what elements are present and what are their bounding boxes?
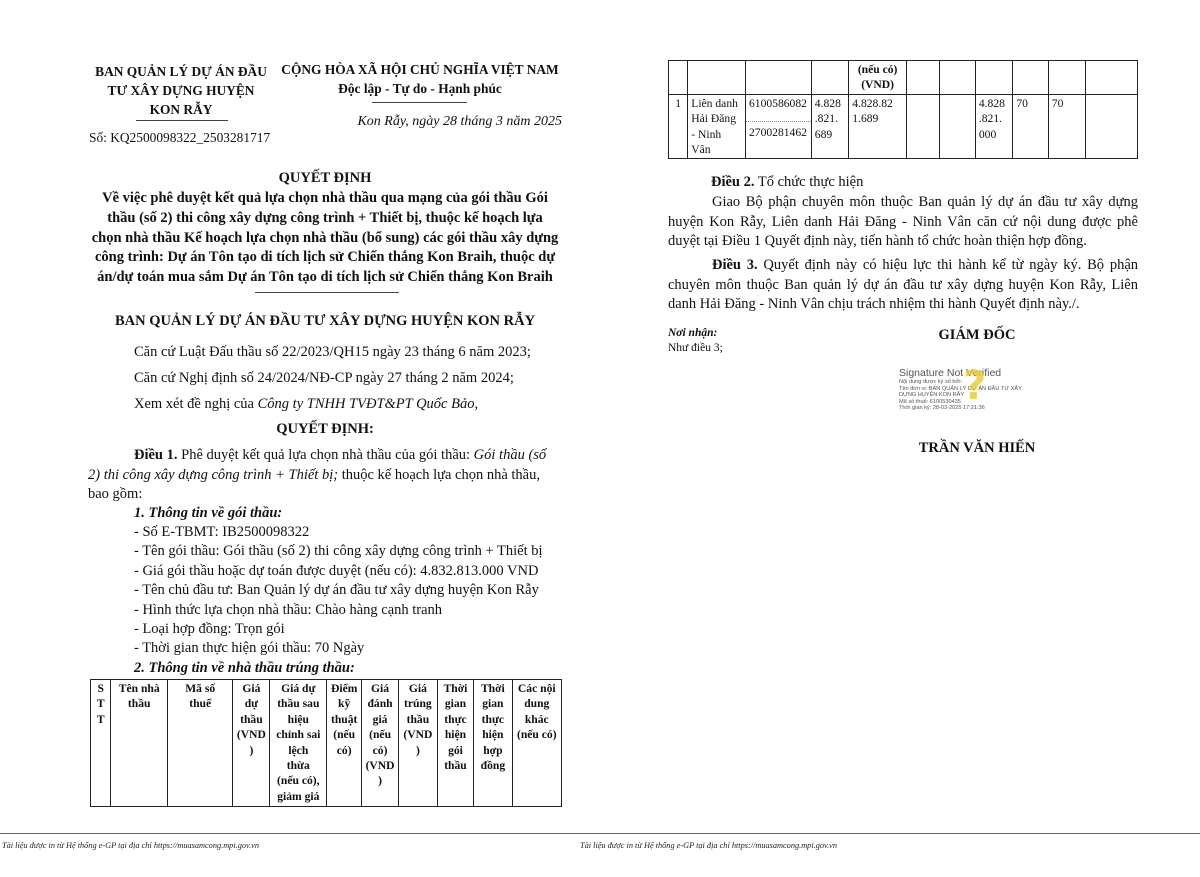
- national-title: CỘNG HÒA XÃ HỘI CHỦ NGHĨA VIỆT NAM: [281, 62, 559, 77]
- table-cell: [688, 61, 746, 95]
- recipients-item: Như điều 3;: [668, 342, 723, 354]
- decide-heading: QUYẾT ĐỊNH:: [276, 421, 374, 437]
- adjusted-price: 4.828.82 1.689: [849, 94, 907, 159]
- footer-rule: [0, 833, 1200, 834]
- header-cell: Thời gian thực hiện hợp đồng: [474, 680, 512, 807]
- issuing-org-line: TƯ XÂY DỰNG HUYỆN: [107, 83, 255, 98]
- subject-line: thầu (số 2) thi công xây dựng công trình + Thiết bị, thuộc kế hoạch lựa: [107, 209, 543, 226]
- article-2-label: Điều 2.: [711, 174, 755, 190]
- motto-underline: [372, 102, 467, 103]
- table-cell: [669, 61, 688, 95]
- consideration: [134, 395, 478, 415]
- tax-id-cell: [745, 94, 811, 159]
- row-stt: 1: [669, 94, 688, 159]
- tax-id: 6100586082: [746, 95, 811, 122]
- signature-status: Signature Not Verified: [899, 367, 1002, 379]
- contract-duration: 70: [1048, 94, 1085, 159]
- issue-date: Kon Rẫy, ngày 28 tháng 3 năm 2025: [357, 114, 562, 129]
- bid-price: 4.828 .821. 689: [811, 94, 848, 159]
- header-cell: (nếu có) (VND): [849, 61, 907, 95]
- article-3-body: [668, 256, 1138, 315]
- package-info-item: - Hình thức lựa chọn nhà thầu: Chào hàng cạnh tranh: [134, 601, 443, 618]
- technical-score: [906, 94, 939, 159]
- national-motto: Độc lập - Tự do - Hạnh phúc: [338, 81, 502, 96]
- table-header-row: [91, 680, 562, 807]
- consideration-prefix: Xem xét đề nghị của: [134, 396, 258, 412]
- package-info-item: - Tên chủ đầu tư: Ban Quản lý dự án đầu tư xây dựng huyện Kon Rẫy: [134, 582, 539, 599]
- package-info-item: - Tên gói thầu: Gói thầu (số 2) thi công xây dựng công trình + Thiết bị: [134, 543, 543, 560]
- signature-detail: DỰNG HUYỆN KON RẪY: [899, 392, 965, 399]
- contractor-table-continued: [668, 60, 1138, 159]
- table-cell: [1013, 61, 1048, 95]
- tax-id: 2700281462: [748, 125, 807, 139]
- question-mark-icon: ?: [963, 363, 987, 409]
- section-1-heading: 1. Thông tin về gói thầu:: [134, 505, 283, 521]
- header-cell: Giá trúng thầu (VND ): [399, 680, 438, 807]
- recipients-label: Nơi nhận:: [668, 327, 718, 339]
- article-1-label: Điều 1.: [134, 447, 178, 463]
- package-duration: 70: [1013, 94, 1048, 159]
- package-info-list: [134, 523, 543, 659]
- subject-line: công trình: Dự án Tôn tạo di tích lịch sử Chiến thắng Kon Braih, thuộc dự: [94, 249, 556, 266]
- issuing-org-line: BAN QUẢN LÝ DỰ ÁN ĐẦU: [95, 64, 267, 79]
- header-cell: Giá đánh giá (nếu có) (VND ): [362, 680, 399, 807]
- winning-price: 4.828 .821. 000: [975, 94, 1012, 159]
- article-3-line: Quyết định này có hiệu lực thi hành kể từ ngày ký. Bộ phận: [757, 257, 1139, 273]
- article-1: [88, 446, 562, 505]
- article-3-line: danh Hải Đăng - Ninh Vân chịu trách nhiệm thi hành Quyết định này./.: [668, 296, 1080, 313]
- table-cell: [906, 61, 939, 95]
- table-cell: [975, 61, 1012, 95]
- section-2-heading: 2. Thông tin về nhà thầu trúng thầu:: [134, 660, 355, 676]
- subject-line: Về việc phê duyệt kết quả lựa chọn nhà thầu qua mạng của gói thầu Gói: [102, 190, 548, 206]
- package-info-item: - Giá gói thầu hoặc dự toán được duyệt (nếu có): 4.832.813.000 VND: [134, 562, 539, 579]
- org-underline: [136, 120, 228, 121]
- subject-line: chọn nhà thầu Kế hoạch lựa chọn nhà thầu (bổ sung) các gói thầu xây dựng: [91, 229, 559, 246]
- article-2-title: Tổ chức thực hiện: [754, 174, 864, 190]
- signature-unverified-icon: [963, 364, 986, 408]
- package-info-item: - Thời gian thực hiện gói thầu: 70 Ngày: [134, 640, 365, 657]
- article-2-heading: [711, 173, 863, 193]
- document-number: Số: KQ2500098322_2503281717: [89, 130, 271, 145]
- decision-title: QUYẾT ĐỊNH: [278, 170, 372, 186]
- article-2-line: Giao Bộ phận chuyên môn thuộc Ban quản lý dự án đầu tư xây dựng: [712, 194, 1138, 210]
- subject-line: án/dự toán mua sắm Dự án Tôn tạo di tích lịch sử Chiến thắng Kon Braih: [97, 269, 553, 286]
- table-cell: [1086, 61, 1138, 95]
- article-2-line: huyện Kon Rẫy, Liên danh Hải Đăng - Ninh Vân căn cứ nội dung được phê: [668, 213, 1138, 230]
- table-cell: [940, 61, 975, 95]
- signer-position: GIÁM ĐỐC: [938, 327, 1016, 343]
- header-cell: S T T: [91, 680, 111, 807]
- footer-note-left: Tài liệu được in từ Hệ thống e-GP tại địa chỉ https://muasamcong.mpi.gov.vn: [2, 841, 259, 850]
- table-header-continuation: [669, 61, 1138, 95]
- header-cell: Điểm kỹ thuật (nếu có): [327, 680, 362, 807]
- header-cell: Giá dự thầu sau hiệu chỉnh sai lệch thừa (nếu có), giảm giá: [270, 680, 327, 807]
- signature-detail: Tên đơn vị: BAN QUẢN LÝ DỰ ÁN ĐẦU TƯ XÂY: [899, 385, 1022, 392]
- table-cell: [811, 61, 848, 95]
- issuer-heading: BAN QUẢN LÝ DỰ ÁN ĐẦU TƯ XÂY DỰNG HUYỆN KON RẪY: [114, 313, 536, 329]
- table-row: [669, 94, 1138, 159]
- article-3-line: chuyên môn thuộc Ban quản lý dự án đầu tư xây dựng huyện Kon Rẫy, Liên: [668, 276, 1138, 293]
- header-cell: Tên nhà thầu: [111, 680, 167, 807]
- footer-note-right: Tài liệu được in từ Hệ thống e-GP tại địa chỉ https://muasamcong.mpi.gov.vn: [580, 841, 837, 850]
- article-3-label: Điều 3.: [712, 257, 758, 273]
- basis-decree: Căn cứ Nghị định số 24/2024/NĐ-CP ngày 27 tháng 2 năm 2024;: [134, 370, 514, 386]
- article-1-text: Phê duyệt kết quả lựa chọn nhà thầu của gói thầu:: [177, 447, 474, 463]
- signer-name: TRẦN VĂN HIẾN: [918, 440, 1036, 456]
- contractor-table: [90, 679, 562, 807]
- package-info-item: - Loại hợp đồng: Trọn gói: [134, 621, 285, 638]
- article-1-text: bao gồm:: [88, 486, 143, 503]
- article-2-body: [668, 193, 1138, 252]
- table-cell: [745, 61, 811, 95]
- article-2-line: duyệt tại Điều 1 Quyết định này, tiến hành tổ chức hoàn thiện hợp đồng.: [668, 233, 1087, 250]
- signature-detail: Nội dung được ký số bởi:: [899, 379, 963, 385]
- other-content: [1086, 94, 1138, 159]
- consultant-company: Công ty TNHH TVĐT&PT Quốc Bảo,: [257, 396, 479, 412]
- evaluated-price: [940, 94, 975, 159]
- contractor-name: Liên danh Hải Đăng - Ninh Vân: [688, 94, 746, 159]
- subject-underline: [255, 292, 399, 293]
- package-info-item: - Số E-TBMT: IB2500098322: [134, 524, 310, 540]
- signature-detail: Thời gian ký: 28-03-2025 17:21:36: [899, 405, 985, 412]
- issuing-org-line: KON RẪY: [149, 102, 213, 117]
- table-cell: [1048, 61, 1085, 95]
- header-cell: Thời gian thực hiện gói thầu: [437, 680, 473, 807]
- signature-detail: Mã số thuế: 6100530435: [899, 398, 961, 405]
- header-cell: Giá dự thầu (VND ): [233, 680, 270, 807]
- header-cell: Mã số thuế: [167, 680, 233, 807]
- package-name-part: 2) thi công xây dựng công trình + Thiết bị;: [88, 466, 339, 483]
- header-cell: Các nội dung khác (nếu có): [512, 680, 561, 807]
- basis-law: Căn cứ Luật Đấu thầu số 22/2023/QH15 ngày 23 tháng 6 năm 2023;: [134, 344, 531, 360]
- package-name-part: Gói thầu (số: [473, 447, 547, 463]
- issuing-org: [86, 62, 276, 119]
- article-1-text: thuộc kế hoạch lựa chọn nhà thầu,: [338, 466, 540, 483]
- decision-subject: [88, 189, 562, 288]
